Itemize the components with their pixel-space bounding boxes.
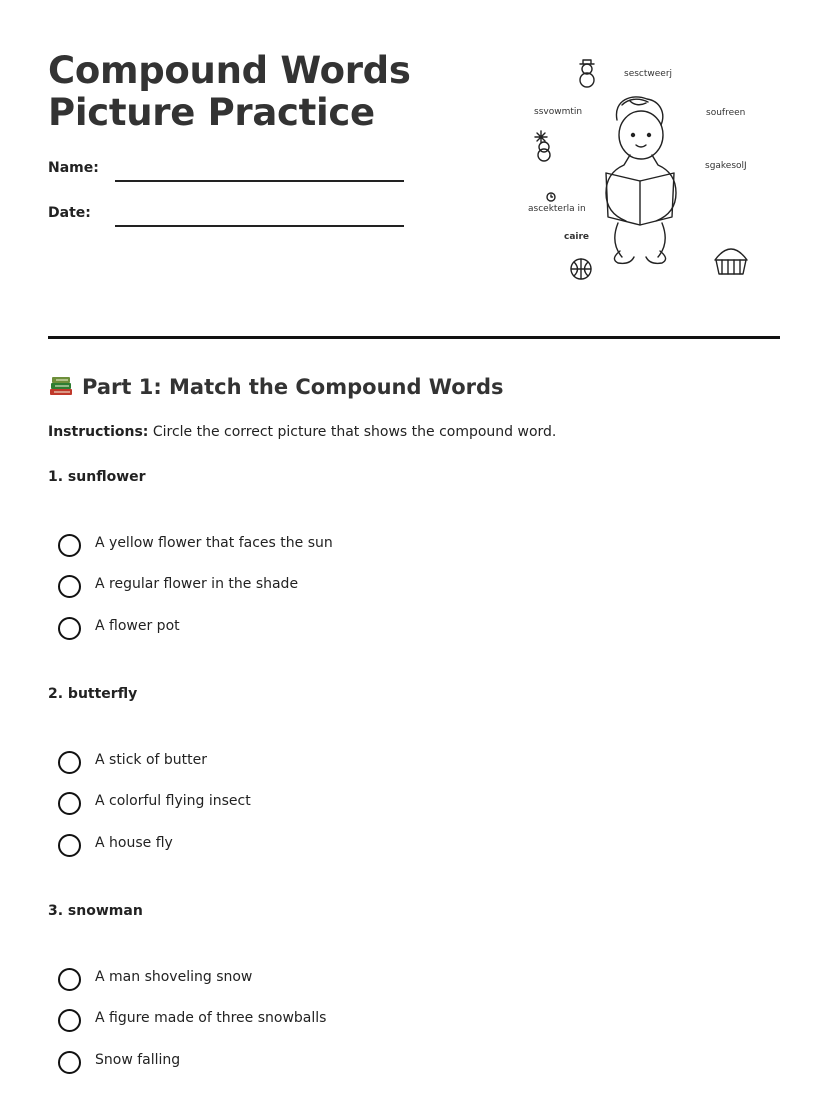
- option-2b[interactable]: [58, 791, 658, 817]
- radio-circle[interactable]: [58, 1009, 81, 1032]
- instructions: [48, 424, 556, 440]
- option-text: A figure made of three snowballs: [95, 1010, 327, 1026]
- date-label: Date:: [48, 205, 91, 221]
- option-text: A man shoveling snow: [95, 969, 253, 985]
- question-1: [48, 469, 748, 634]
- radio-circle[interactable]: [58, 834, 81, 857]
- name-write-line[interactable]: [115, 180, 404, 182]
- illustration-word-5: ascekterla in: [528, 204, 586, 214]
- question-label: 1. sunflower: [48, 469, 146, 485]
- title-line-1: Compound Words: [48, 49, 411, 92]
- illustration-word-2: ssvowmtin: [534, 107, 583, 117]
- radio-circle[interactable]: [58, 968, 81, 991]
- radio-circle[interactable]: [58, 751, 81, 774]
- radio-circle[interactable]: [58, 792, 81, 815]
- radio-circle[interactable]: [58, 1051, 81, 1074]
- date-write-line[interactable]: [115, 225, 404, 227]
- option-text: A colorful flying insect: [95, 793, 251, 809]
- section-title-text: Part 1: Match the Compound Words: [82, 375, 504, 399]
- clock-icon: [547, 193, 555, 201]
- illustration-word-1: sesctweerj: [624, 69, 673, 79]
- question-3: [48, 903, 748, 1068]
- snowflake-snowman-icon: [535, 131, 550, 161]
- option-1c[interactable]: [58, 616, 658, 642]
- instructions-label: Instructions:: [48, 424, 149, 440]
- option-1a[interactable]: [58, 533, 658, 559]
- illustration-word-4: sgakesolJ: [705, 161, 747, 171]
- illustration-word-3: soufreen: [706, 108, 746, 118]
- illustration-word-6: caire: [564, 232, 590, 242]
- question-label: 3. snowman: [48, 903, 143, 919]
- radio-circle[interactable]: [58, 617, 81, 640]
- date-field[interactable]: [48, 201, 408, 231]
- option-2a[interactable]: [58, 750, 658, 776]
- option-2c[interactable]: [58, 833, 658, 859]
- name-label: Name:: [48, 160, 99, 176]
- instructions-text: Circle the correct picture that shows the compound word.: [148, 424, 557, 440]
- worksheet-title: [48, 50, 411, 134]
- question-2: [48, 686, 748, 851]
- radio-circle[interactable]: [58, 575, 81, 598]
- option-1b[interactable]: [58, 574, 658, 600]
- option-text: A house fly: [95, 835, 173, 851]
- question-label: 2. butterfly: [48, 686, 138, 702]
- books-icon: [48, 374, 74, 398]
- basket-icon: [715, 249, 747, 274]
- option-3c[interactable]: [58, 1050, 658, 1076]
- title-line-2: Picture Practice: [48, 91, 375, 134]
- ball-icon: [571, 259, 591, 279]
- option-text: A flower pot: [95, 618, 180, 634]
- snowman-icon: [580, 60, 594, 87]
- option-3a[interactable]: [58, 967, 658, 993]
- option-text: A yellow flower that faces the sun: [95, 535, 333, 551]
- option-text: A stick of butter: [95, 752, 208, 768]
- radio-circle[interactable]: [58, 534, 81, 557]
- boy-reading-book-icon: [606, 97, 676, 263]
- option-text: Snow falling: [95, 1052, 181, 1068]
- option-3b[interactable]: [58, 1008, 658, 1034]
- name-field[interactable]: [48, 156, 408, 186]
- header-divider: [48, 336, 780, 339]
- section-title: [48, 374, 504, 399]
- option-text: A regular flower in the shade: [95, 576, 299, 592]
- header-illustration: [520, 55, 780, 290]
